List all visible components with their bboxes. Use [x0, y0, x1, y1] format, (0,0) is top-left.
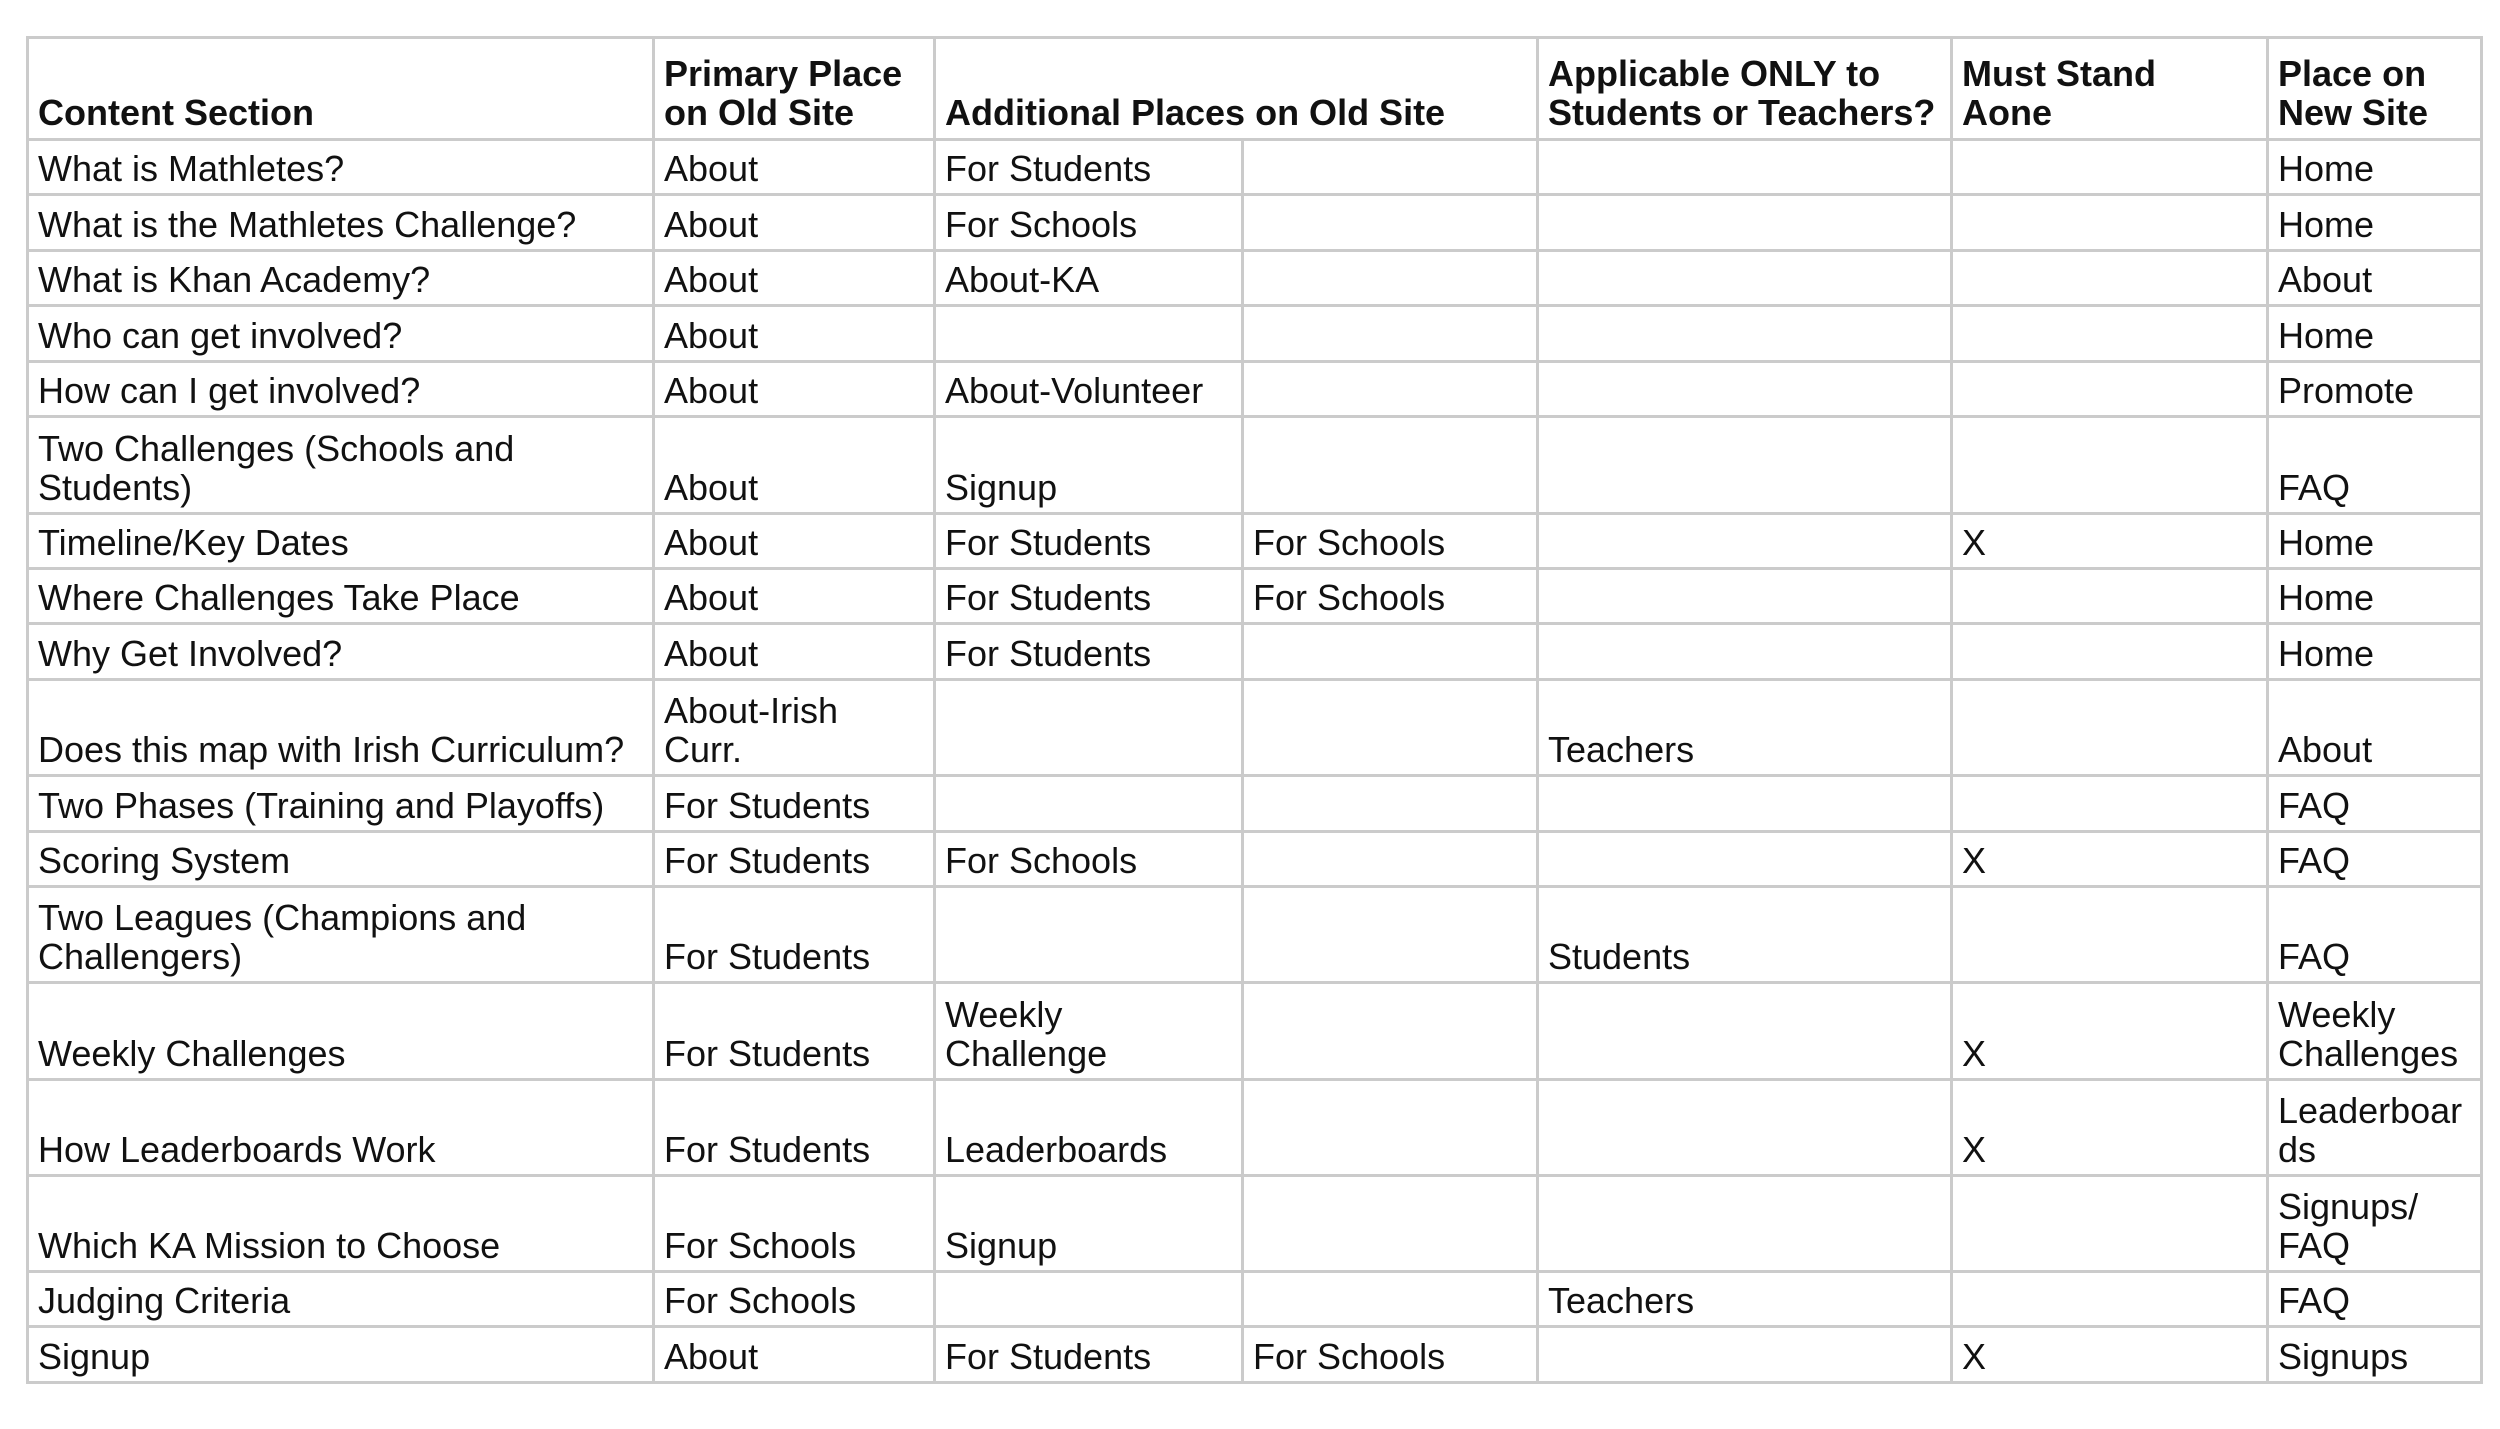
table-row: [28, 195, 2482, 250]
cell-content-section: How Leaderboards Work: [28, 1079, 654, 1175]
cell-additional-place-2: [1243, 306, 1538, 361]
cell-additional-place-1: [935, 306, 1243, 361]
cell-content-section: What is Khan Academy?: [28, 250, 654, 305]
cell-content-section: Where Challenges Take Place: [28, 568, 654, 623]
content-mapping-sheet: [26, 36, 2480, 1384]
cell-content-section: Who can get involved?: [28, 306, 654, 361]
cell-content-section: Signup: [28, 1327, 654, 1383]
cell-place-new-site: FAQ: [2268, 417, 2482, 513]
cell-primary-place: For Students: [654, 887, 935, 983]
table-row: [28, 417, 2482, 513]
table-row: [28, 361, 2482, 416]
cell-must-stand-alone: [1952, 776, 2268, 831]
cell-additional-place-2: For Schools: [1243, 513, 1538, 568]
cell-must-stand-alone: [1952, 624, 2268, 679]
cell-applicable-only: [1538, 195, 1952, 250]
cell-additional-place-1: [935, 887, 1243, 983]
cell-additional-place-1: [935, 1272, 1243, 1327]
table-row: [28, 1079, 2482, 1175]
cell-content-section: Two Challenges (Schools and Students): [28, 417, 654, 513]
cell-primary-place: About: [654, 195, 935, 250]
cell-place-new-site: FAQ: [2268, 831, 2482, 886]
cell-place-new-site: FAQ: [2268, 776, 2482, 831]
cell-additional-place-1: For Students: [935, 513, 1243, 568]
cell-place-new-site: FAQ: [2268, 887, 2482, 983]
cell-content-section: What is Mathletes?: [28, 140, 654, 195]
cell-primary-place: About: [654, 417, 935, 513]
cell-additional-place-2: [1243, 624, 1538, 679]
cell-place-new-site: Signups/ FAQ: [2268, 1175, 2482, 1271]
cell-additional-place-1: For Students: [935, 140, 1243, 195]
cell-content-section: Two Leagues (Champions and Challengers): [28, 887, 654, 983]
cell-place-new-site: Weekly Challenges: [2268, 983, 2482, 1079]
cell-primary-place: For Students: [654, 1079, 935, 1175]
cell-additional-place-1: For Schools: [935, 831, 1243, 886]
cell-applicable-only: [1538, 250, 1952, 305]
header-content-section: Content Section: [28, 38, 654, 140]
cell-applicable-only: [1538, 1327, 1952, 1383]
cell-applicable-only: Students: [1538, 887, 1952, 983]
header-primary-place: Primary Place on Old Site: [654, 38, 935, 140]
cell-additional-place-2: [1243, 1272, 1538, 1327]
cell-additional-place-1: Signup: [935, 1175, 1243, 1271]
cell-additional-place-2: [1243, 1175, 1538, 1271]
cell-additional-place-2: [1243, 887, 1538, 983]
content-mapping-table: [26, 36, 2483, 1384]
cell-additional-place-1: For Students: [935, 568, 1243, 623]
cell-place-new-site: Home: [2268, 568, 2482, 623]
cell-applicable-only: [1538, 306, 1952, 361]
cell-must-stand-alone: X: [1952, 831, 2268, 886]
table-row: [28, 983, 2482, 1079]
cell-additional-place-1: For Schools: [935, 195, 1243, 250]
cell-content-section: How can I get involved?: [28, 361, 654, 416]
cell-applicable-only: [1538, 624, 1952, 679]
cell-primary-place: For Schools: [654, 1272, 935, 1327]
cell-applicable-only: [1538, 513, 1952, 568]
cell-place-new-site: Home: [2268, 195, 2482, 250]
table-row: [28, 1327, 2482, 1383]
table-body: [28, 140, 2482, 1383]
table-row: [28, 306, 2482, 361]
cell-primary-place: For Students: [654, 983, 935, 1079]
cell-place-new-site: FAQ: [2268, 1272, 2482, 1327]
cell-place-new-site: Home: [2268, 306, 2482, 361]
cell-content-section: Does this map with Irish Curriculum?: [28, 679, 654, 775]
cell-primary-place: For Schools: [654, 1175, 935, 1271]
table-row: [28, 250, 2482, 305]
cell-place-new-site: Home: [2268, 513, 2482, 568]
table-row: [28, 1175, 2482, 1271]
cell-primary-place: For Students: [654, 776, 935, 831]
cell-additional-place-1: Weekly Challenge: [935, 983, 1243, 1079]
header-must-stand-alone: Must Stand Aone: [1952, 38, 2268, 140]
cell-primary-place: About: [654, 361, 935, 416]
cell-applicable-only: [1538, 361, 1952, 416]
cell-must-stand-alone: X: [1952, 1327, 2268, 1383]
cell-content-section: What is the Mathletes Challenge?: [28, 195, 654, 250]
cell-must-stand-alone: [1952, 140, 2268, 195]
cell-content-section: Judging Criteria: [28, 1272, 654, 1327]
header-row: [28, 38, 2482, 140]
cell-must-stand-alone: [1952, 417, 2268, 513]
cell-place-new-site: Home: [2268, 140, 2482, 195]
cell-applicable-only: [1538, 983, 1952, 1079]
cell-must-stand-alone: [1952, 679, 2268, 775]
cell-additional-place-2: For Schools: [1243, 1327, 1538, 1383]
cell-additional-place-2: [1243, 983, 1538, 1079]
cell-applicable-only: [1538, 417, 1952, 513]
cell-additional-place-2: [1243, 250, 1538, 305]
cell-content-section: Scoring System: [28, 831, 654, 886]
cell-must-stand-alone: [1952, 1272, 2268, 1327]
cell-additional-place-2: [1243, 776, 1538, 831]
cell-applicable-only: [1538, 1079, 1952, 1175]
table-row: [28, 831, 2482, 886]
cell-content-section: Why Get Involved?: [28, 624, 654, 679]
cell-applicable-only: [1538, 140, 1952, 195]
table-row: [28, 887, 2482, 983]
cell-applicable-only: Teachers: [1538, 679, 1952, 775]
cell-applicable-only: [1538, 568, 1952, 623]
table-row: [28, 568, 2482, 623]
cell-must-stand-alone: [1952, 361, 2268, 416]
cell-content-section: Timeline/Key Dates: [28, 513, 654, 568]
cell-content-section: Which KA Mission to Choose: [28, 1175, 654, 1271]
cell-primary-place: About-Irish Curr.: [654, 679, 935, 775]
cell-must-stand-alone: [1952, 306, 2268, 361]
cell-must-stand-alone: X: [1952, 1079, 2268, 1175]
cell-additional-place-2: [1243, 361, 1538, 416]
cell-must-stand-alone: [1952, 250, 2268, 305]
cell-primary-place: About: [654, 568, 935, 623]
header-additional-places: Additional Places on Old Site: [935, 38, 1538, 140]
cell-applicable-only: [1538, 776, 1952, 831]
cell-additional-place-2: [1243, 195, 1538, 250]
cell-must-stand-alone: X: [1952, 513, 2268, 568]
cell-must-stand-alone: [1952, 1175, 2268, 1271]
cell-content-section: Two Phases (Training and Playoffs): [28, 776, 654, 831]
cell-place-new-site: About: [2268, 250, 2482, 305]
cell-additional-place-1: Signup: [935, 417, 1243, 513]
cell-must-stand-alone: [1952, 887, 2268, 983]
cell-additional-place-2: [1243, 679, 1538, 775]
cell-additional-place-2: [1243, 831, 1538, 886]
cell-applicable-only: [1538, 1175, 1952, 1271]
table-row: [28, 1272, 2482, 1327]
cell-additional-place-1: For Students: [935, 1327, 1243, 1383]
cell-place-new-site: Promote: [2268, 361, 2482, 416]
cell-place-new-site: Leaderboar ds: [2268, 1079, 2482, 1175]
cell-primary-place: About: [654, 1327, 935, 1383]
cell-additional-place-1: About-Volunteer: [935, 361, 1243, 416]
header-applicable-only: Applicable ONLY to Students or Teachers?: [1538, 38, 1952, 140]
cell-additional-place-2: [1243, 1079, 1538, 1175]
header-place-new-site: Place on New Site: [2268, 38, 2482, 140]
table-row: [28, 776, 2482, 831]
cell-primary-place: About: [654, 513, 935, 568]
cell-must-stand-alone: [1952, 568, 2268, 623]
cell-place-new-site: Signups: [2268, 1327, 2482, 1383]
cell-primary-place: About: [654, 140, 935, 195]
cell-applicable-only: [1538, 831, 1952, 886]
table-row: [28, 624, 2482, 679]
table-row: [28, 140, 2482, 195]
cell-place-new-site: Home: [2268, 624, 2482, 679]
cell-primary-place: About: [654, 250, 935, 305]
cell-additional-place-1: [935, 679, 1243, 775]
cell-primary-place: For Students: [654, 831, 935, 886]
cell-additional-place-1: [935, 776, 1243, 831]
cell-primary-place: About: [654, 306, 935, 361]
cell-place-new-site: About: [2268, 679, 2482, 775]
cell-content-section: Weekly Challenges: [28, 983, 654, 1079]
cell-additional-place-1: Leaderboards: [935, 1079, 1243, 1175]
cell-additional-place-1: For Students: [935, 624, 1243, 679]
cell-must-stand-alone: [1952, 195, 2268, 250]
cell-additional-place-2: [1243, 417, 1538, 513]
cell-additional-place-1: About-KA: [935, 250, 1243, 305]
cell-additional-place-2: [1243, 140, 1538, 195]
table-row: [28, 513, 2482, 568]
cell-must-stand-alone: X: [1952, 983, 2268, 1079]
cell-additional-place-2: For Schools: [1243, 568, 1538, 623]
cell-applicable-only: Teachers: [1538, 1272, 1952, 1327]
cell-primary-place: About: [654, 624, 935, 679]
table-row: [28, 679, 2482, 775]
